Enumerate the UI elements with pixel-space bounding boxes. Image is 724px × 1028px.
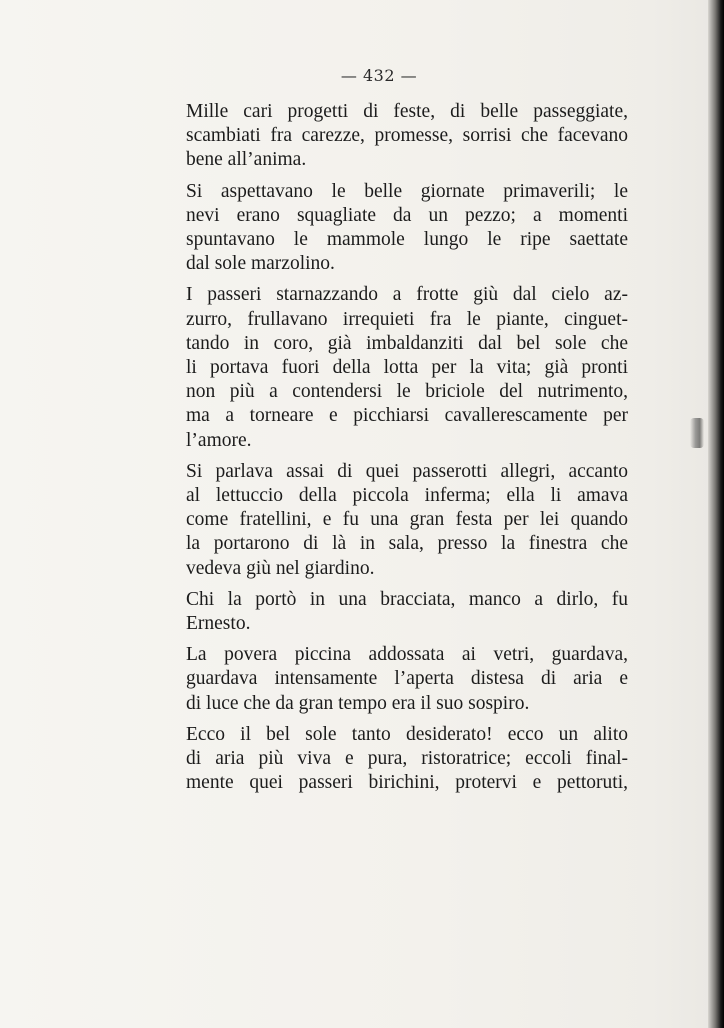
text-line: mente quei passeri birichini, protervi e pettoruti, [186,772,628,794]
text-line: Mille cari progetti di feste, di belle passeggiate, [186,101,628,122]
body-text [164,100,628,802]
paragraph [164,588,628,636]
page-number: — 432 — [340,66,418,85]
text-line: come fratellini, e fu una gran festa per lei quando [186,509,628,531]
paragraph [164,460,628,581]
text-line: Chi la portò in una bracciata, manco a dirlo, fu [186,588,628,610]
text-line: di luce che da gran tempo era il suo sospiro. [186,692,530,714]
text-line: tando in coro, già imbaldanziti dal bel sole che [186,332,628,354]
paragraph [164,643,628,716]
text-line: scambiati fra carezze, promesse, sorrisi che facevano [186,125,628,147]
text-line: bene all’anima. [186,149,307,171]
paragraph [164,100,628,173]
text-line: Si aspettavano le belle giornate primaverili; le [186,180,628,202]
page-edge-mark [690,418,704,448]
text-line: spuntavano le mammole lungo le ripe saettate [186,229,628,251]
text-line: Ernesto. [186,613,251,635]
paragraph [164,723,628,796]
paragraph [164,283,628,452]
text-line: La povera piccina addossata ai vetri, guardava, [186,644,628,666]
text-line: Ecco il bel sole tanto desiderato! ecco un alito [186,723,628,745]
text-line: l’amore. [186,429,252,451]
text-line: non più a contendersi le briciole del nutrimento, [186,381,628,403]
text-line: ma a torneare e picchiarsi cavallerescamente per [186,405,628,427]
text-line: dal sole marzolino. [186,253,335,275]
text-line: nevi erano squagliate da un pezzo; a momenti [186,204,628,226]
text-line: di aria più viva e pura, ristoratrice; eccoli final- [186,748,628,770]
page-binding-edge [708,0,724,1028]
text-line: zurro, frullavano irrequieti fra le piante, cinguet- [186,308,628,330]
text-line: al lettuccio della piccola inferma; ella li amava [186,485,628,507]
paragraph [164,180,628,277]
text-line: I passeri starnazzando a frotte giù dal cielo az- [186,284,628,306]
text-line: la portarono di là in sala, presso la finestra che [186,533,628,555]
text-line: Si parlava assai di quei passerotti allegri, accanto [186,460,628,482]
text-line: vedeva giù nel giardino. [186,557,375,579]
text-line: guardava intensamente l’aperta distesa di aria e [186,668,628,690]
text-line: li portava fuori della lotta per la vita; già pronti [186,357,628,379]
